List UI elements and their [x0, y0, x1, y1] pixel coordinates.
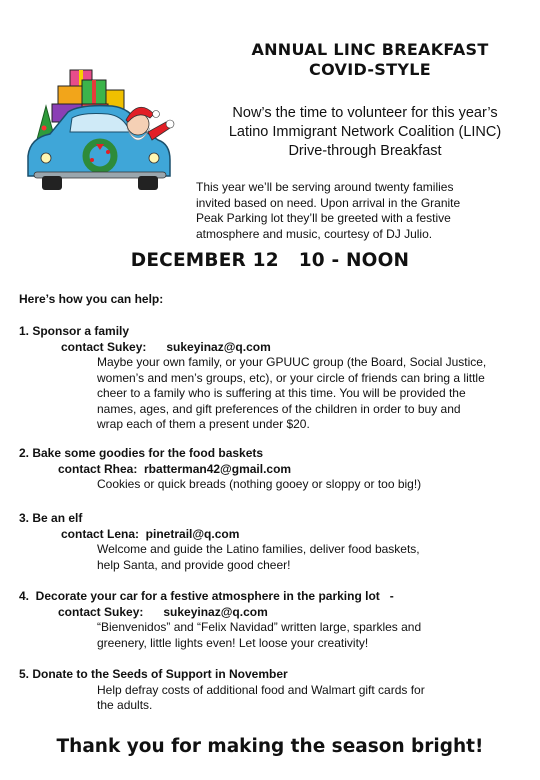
item-contact: contact Lena: pinetrail@q.com: [61, 526, 240, 541]
item-heading: 3. Be an elf: [19, 511, 83, 525]
intro-line-4: atmosphere and music, courtesy of DJ Julio.: [196, 226, 433, 241]
desc-line: Welcome and guide the Latino families, deliver food baskets,: [97, 542, 420, 556]
help-item-sponsor: [19, 324, 524, 433]
item-heading: 1. Sponsor a family: [19, 324, 130, 338]
item-contact: contact Sukey: sukeyinaz@q.com: [61, 339, 271, 354]
santa-car-illustration: [20, 48, 180, 198]
intro-paragraph: [196, 180, 496, 242]
thank-you-footer: Thank you for making the season bright!: [56, 736, 484, 757]
event-date-text: DECEMBER 12 10 - NOON: [130, 250, 410, 271]
item-description: [19, 542, 524, 573]
item-description: [19, 355, 524, 433]
desc-line: Cookies or quick breads (nothing gooey or sloppy or too big!): [97, 477, 422, 491]
title-line-2: COVID-STYLE: [309, 60, 431, 79]
desc-line: greenery, little lights even! Let loose your creativity!: [97, 635, 369, 650]
volunteer-subheading: [200, 104, 530, 161]
item-heading: 4. Decorate your car for a festive atmosphere in the parking lot -: [19, 589, 394, 603]
title-line-1: ANNUAL LINC BREAKFAST: [251, 40, 489, 59]
subhead-line-1: Now’s the time to volunteer for this year’s: [232, 105, 498, 121]
desc-line: women’s and men’s groups, etc), or your circle of friends can bring a little: [97, 370, 485, 385]
desc-line: names, ages, and gift preferences of the children in order to buy and: [97, 401, 461, 416]
desc-line: Help defray costs of additional food and Walmart gift cards for: [97, 682, 425, 697]
help-heading: Here’s how you can help:: [19, 292, 164, 306]
intro-line-1: This year we’ll be serving around twenty families: [196, 180, 454, 194]
item-contact: contact Rhea: rbatterman42@gmail.com: [58, 461, 292, 476]
flyer-title: [200, 40, 540, 80]
subhead-line-3: Drive-through Breakfast: [288, 143, 442, 159]
item-contact: contact Sukey: sukeyinaz@q.com: [58, 604, 268, 619]
item-heading: 5. Donate to the Seeds of Support in November: [19, 667, 288, 681]
help-item-decorate: [19, 589, 524, 651]
desc-line: help Santa, and provide good cheer!: [97, 557, 291, 572]
item-heading: 2. Bake some goodies for the food baskets: [19, 446, 264, 460]
desc-line: Maybe your own family, or your GPUUC group (the Board, Social Justice,: [97, 355, 487, 369]
help-item-donate: [19, 667, 524, 714]
desc-line: “Bienvenidos” and “Felix Navidad” written large, sparkles and: [97, 620, 422, 634]
intro-line-3: Peak Parking lot they’ll be greeted with a festive: [196, 211, 451, 225]
event-date: [0, 250, 540, 271]
item-description: [19, 683, 524, 714]
item-description: [19, 620, 524, 651]
desc-line: the adults.: [97, 698, 153, 712]
help-item-elf: [19, 511, 524, 573]
desc-line: cheer to a family who is suffering at this time. You will be provided the: [97, 386, 466, 400]
item-description: [19, 477, 524, 493]
desc-line: wrap each of them a present under $20.: [97, 417, 310, 431]
intro-line-2: invited based on need. Upon arrival in the Granite: [196, 195, 461, 210]
subhead-line-2: Latino Immigrant Network Coalition (LINC): [228, 124, 502, 140]
help-item-bake: [19, 446, 524, 493]
